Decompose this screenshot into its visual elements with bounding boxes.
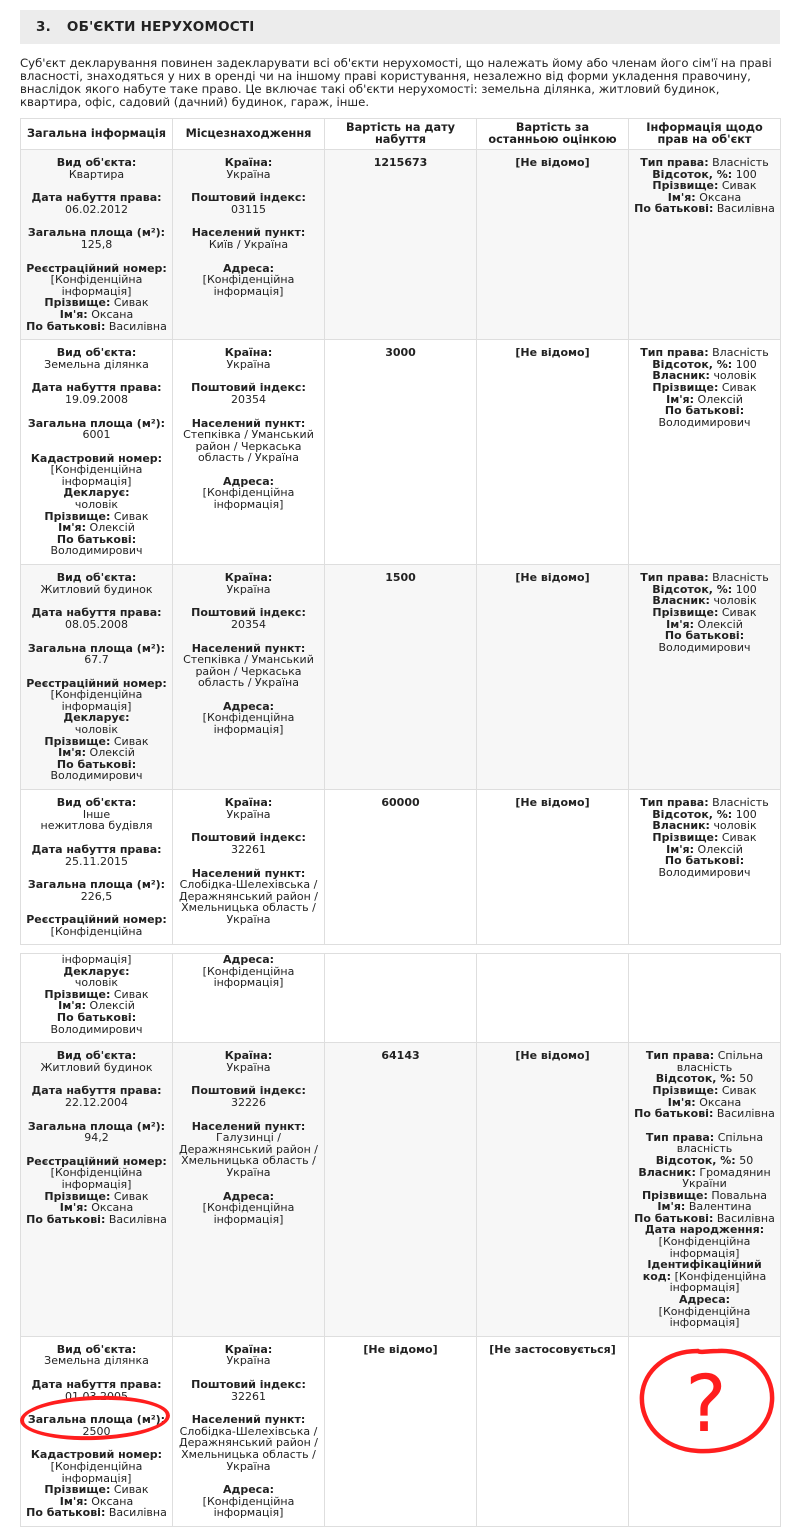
location-cell: Країна: Україна Поштовий індекс: 20354 Населений пункт: Степківка / Уманський район / Черкаська область / Україна Адреса: [Конфіденційна інформація] (173, 340, 325, 565)
cost-cell: 64143 (325, 1043, 477, 1337)
table-row (21, 340, 781, 565)
rights-cell: Тип права: Власність Відсоток, %: 100 Власник: чоловік Прізвище: Сивак Ім'я: Олексій По батькові: Володимирович (629, 790, 781, 945)
section-number: 3. (36, 19, 51, 35)
table-row (21, 1043, 781, 1337)
assessment-cell (477, 954, 629, 1043)
general-info-cell: Вид об'єкта: Житловий будинок Дата набуття права: 22.12.2004 Загальна площа (м²): 94,2 Реєстраційний номер: [Конфіденційна інформація] Прізвище: Сивак Ім'я: Оксана По батькові: Василівна (21, 1043, 173, 1337)
table-header-row (21, 119, 781, 150)
location-cell: Країна: Україна Поштовий індекс: 32261 Населений пункт: Слобідка-Шелехівська / Деражнянський район / Хмельницька область / Україна Адреса: [Конфіденційна інформація] (173, 1336, 325, 1526)
rights-cell: Тип права: Власність Відсоток, %: 100 Прізвище: Сивак Ім'я: Оксана По батькові: Василівна (629, 150, 781, 340)
assessment-cell: [Не відомо] (477, 1043, 629, 1337)
header-assessment: Вартість за останньою оцінкою (477, 119, 629, 150)
assessment-cell: [Не відомо] (477, 340, 629, 565)
header-rights: Інформація щодо прав на об'єкт (629, 119, 781, 150)
cost-cell (325, 954, 477, 1043)
cost-cell: 1500 (325, 565, 477, 790)
cost-cell: 1215673 (325, 150, 477, 340)
section-title: ОБ'ЄКТИ НЕРУХОМОСТІ (66, 19, 255, 35)
assessment-cell: [Не відомо] (477, 150, 629, 340)
cost-cell: [Не відомо] (325, 1336, 477, 1526)
general-info-cell: Вид об'єкта: Квартира Дата набуття права: 06.02.2012 Загальна площа (м²): 125,8 Реєстраційний номер: [Конфіденційна інформація] Прізвище: Сивак Ім'я: Оксана По батькові: Василівна (21, 150, 173, 340)
general-info-cell: Вид об'єкта: Інше нежитлова будівля Дата набуття права: 25.11.2015 Загальна площа (м²): 226,5 Реєстраційний номер: [Конфіденційна (21, 790, 173, 945)
cost-cell: 60000 (325, 790, 477, 945)
table-row (21, 565, 781, 790)
general-info-cell: інформація] Декларує: чоловік Прізвище: Сивак Ім'я: Олексій По батькові: Володимирович (21, 954, 173, 1043)
question-mark-glyph: ? (685, 1360, 727, 1450)
location-cell: Країна: Україна Поштовий індекс: 20354 Населений пункт: Степківка / Уманський район / Черкаська область / Україна Адреса: [Конфіденційна інформація] (173, 565, 325, 790)
header-cost: Вартість на дату набуття (325, 119, 477, 150)
assessment-cell: [Не застосовується] (477, 1336, 629, 1526)
header-location: Місцезнаходження (173, 119, 325, 150)
rights-cell: Тип права: Спільна власність Відсоток, %: 50 Прізвище: Сивак Ім'я: Оксана По батькові: Василівна Тип права: Спільна власність Відсоток, %: 50 Власник: Громадянин України Прізвище: Повальна Ім'я: Валентина По батькові: Василівна Дата народження: [Конфіденційна інформація] Ідентифікаційний код: [Конфіденційна інформація] Адреса: [Конфіденційна інформація] (629, 1043, 781, 1337)
header-general: Загальна інформація (21, 119, 173, 150)
assessment-cell: [Не відомо] (477, 565, 629, 790)
real-estate-table (20, 118, 781, 945)
general-info-cell: Вид об'єкта: Земельна ділянка Дата набуття права: 01.03.2005 Загальна площа (м²): 2500 Кадастровий номер: [Конфіденційна інформація] Прізвище: Сивак Ім'я: Оксана По батькові: Василівна (21, 1336, 173, 1526)
rights-cell: Тип права: Власність Відсоток, %: 100 Власник: чоловік Прізвище: Сивак Ім'я: Олексій По батькові: Володимирович (629, 340, 781, 565)
table-row (21, 150, 781, 340)
section-header (20, 10, 780, 44)
section-intro: Суб'єкт декларування повинен задекларувати всі об'єкти нерухомості, що належать йому або членам його сім'ї на праві власності, знаходяться у них в оренді чи на іншому праві користування, незалежно від форми укладення правочину, внаслідок якого набуте таке право. Це включає такі об'єкти нерухомості: земельна ділянка, житловий будинок, квартира, офіс, садовий (дачний) будинок, гараж, інше. (20, 56, 772, 109)
location-cell: Адреса: [Конфіденційна інформація] (173, 954, 325, 1043)
rights-cell (629, 954, 781, 1043)
general-info-cell: Вид об'єкта: Житловий будинок Дата набуття права: 08.05.2008 Загальна площа (м²): 67.7 Реєстраційний номер: [Конфіденційна інформація] Декларує: чоловік Прізвище: Сивак Ім'я: Олексій По батькові: Володимирович (21, 565, 173, 790)
general-info-cell: Вид об'єкта: Земельна ділянка Дата набуття права: 19.09.2008 Загальна площа (м²): 6001 Кадастровий номер: [Конфіденційна інформація] Декларує: чоловік Прізвище: Сивак Ім'я: Олексій По батькові: Володимирович (21, 340, 173, 565)
location-cell: Країна: Україна Поштовий індекс: 32226 Населений пункт: Галузинці / Деражнянський район / Хмельницька область / Україна Адреса: [Конфіденційна інформація] (173, 1043, 325, 1337)
table-row (21, 790, 781, 945)
question-mark-annotation (636, 1345, 776, 1457)
rights-cell: Тип права: Власність Відсоток, %: 100 Власник: чоловік Прізвище: Сивак Ім'я: Олексій По батькові: Володимирович (629, 565, 781, 790)
table-row (21, 954, 781, 1043)
cost-cell: 3000 (325, 340, 477, 565)
location-cell: Країна: Україна Поштовий індекс: 32261 Населений пункт: Слобідка-Шелехівська / Деражнянський район / Хмельницька область / Україна (173, 790, 325, 945)
location-cell: Країна: Україна Поштовий індекс: 03115 Населений пункт: Київ / Україна Адреса: [Конфіденційна інформація] (173, 150, 325, 340)
assessment-cell: [Не відомо] (477, 790, 629, 945)
